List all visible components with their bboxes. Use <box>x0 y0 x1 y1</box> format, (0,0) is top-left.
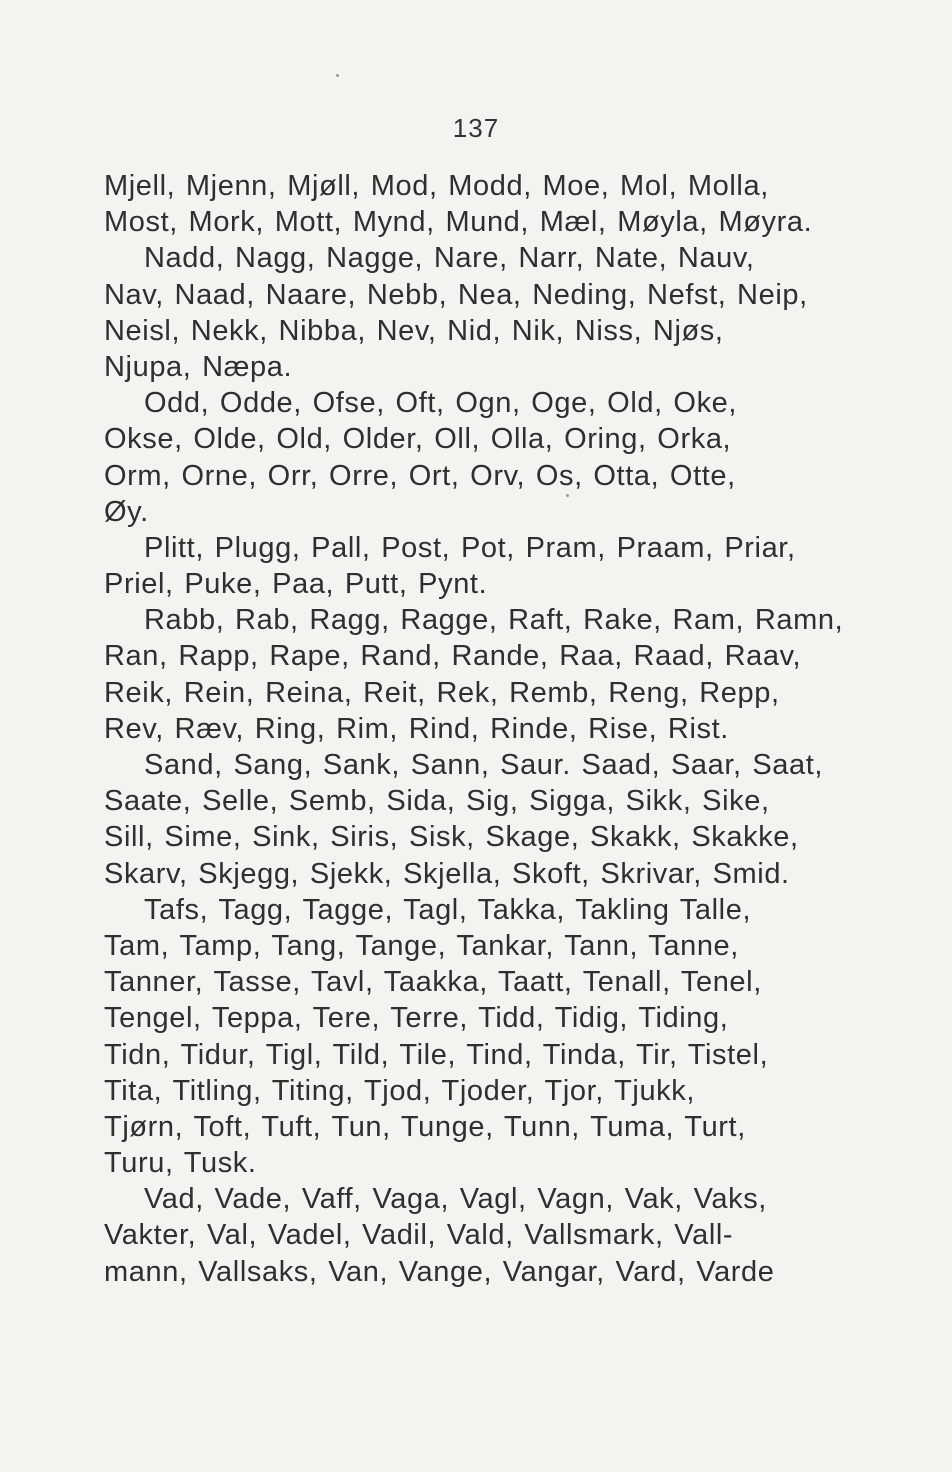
text-line: Ran, Rapp, Rape, Rand, Rande, Raa, Raad, Raav, <box>104 640 802 673</box>
text-line: Øy. <box>104 495 149 528</box>
text-line: Tafs, Tagg, Tagge, Tagl, Takka, Takling Talle, <box>144 893 752 926</box>
text-line: Tanner, Tasse, Tavl, Taakka, Taatt, Tenall, Tenel, <box>104 966 762 999</box>
text-line: Sill, Sime, Sink, Siris, Sisk, Skage, Skakk, Skakke, <box>104 821 799 854</box>
text-line: Neisl, Nekk, Nibba, Nev, Nid, Nik, Niss, Njøs, <box>104 314 724 347</box>
text-line: Okse, Olde, Old, Older, Oll, Olla, Oring, Orka, <box>104 423 732 456</box>
word-list-text <box>104 168 844 1290</box>
text-line: Vakter, Val, Vadel, Vadil, Vald, Vallsmark, Vall- <box>104 1219 734 1252</box>
text-line: Tita, Titling, Titing, Tjod, Tjoder, Tjor, Tjukk, <box>104 1074 696 1107</box>
text-line: Vad, Vade, Vaff, Vaga, Vagl, Vagn, Vak, Vaks, <box>144 1183 767 1216</box>
text-line: Most, Mork, Mott, Mynd, Mund, Mæl, Møyla, Møyra. <box>104 206 813 239</box>
text-line: Priel, Puke, Paa, Putt, Pynt. <box>104 568 488 601</box>
text-line: Orm, Orne, Orr, Orre, Ort, Orv, Os, Otta, Otte, <box>104 459 736 492</box>
text-line: Saate, Selle, Semb, Sida, Sig, Sigga, Sikk, Sike, <box>104 785 770 818</box>
text-line: Tidn, Tidur, Tigl, Tild, Tile, Tind, Tinda, Tir, Tistel, <box>104 1038 769 1071</box>
paper-speck <box>336 74 339 77</box>
text-line: Tjørn, Toft, Tuft, Tun, Tunge, Tunn, Tuma, Turt, <box>104 1110 746 1143</box>
text-line: Reik, Rein, Reina, Reit, Rek, Remb, Reng, Repp, <box>104 676 780 709</box>
text-line: Mjell, Mjenn, Mjøll, Mod, Modd, Moe, Mol, Molla, <box>104 170 769 202</box>
text-line: Odd, Odde, Ofse, Oft, Ogn, Oge, Old, Oke, <box>144 387 738 420</box>
text-line: mann, Vallsaks, Van, Vange, Vangar, Vard, Varde <box>104 1255 775 1288</box>
text-line: Plitt, Plugg, Pall, Post, Pot, Pram, Praam, Priar, <box>144 531 796 564</box>
text-line: Tam, Tamp, Tang, Tange, Tankar, Tann, Tanne, <box>104 929 739 962</box>
text-line: Rev, Ræv, Ring, Rim, Rind, Rinde, Rise, Rist. <box>104 712 729 745</box>
text-line: Tengel, Teppa, Tere, Terre, Tidd, Tidig, Tiding, <box>104 1002 729 1035</box>
text-line: Turu, Tusk. <box>104 1147 257 1180</box>
page-number: 137 <box>452 113 500 143</box>
text-line: Nav, Naad, Naare, Nebb, Nea, Neding, Nefst, Neip, <box>104 278 808 311</box>
text-line: Skarv, Skjegg, Sjekk, Skjella, Skoft, Skrivar, Smid. <box>104 857 790 890</box>
text-line: Sand, Sang, Sank, Sann, Saur. Saad, Saar, Saat, <box>144 749 824 781</box>
text-line: Njupa, Næpa. <box>104 350 293 383</box>
text-line: Rabb, Rab, Ragg, Ragge, Raft, Rake, Ram, Ramn, <box>144 604 844 637</box>
text-line: Nadd, Nagg, Nagge, Nare, Narr, Nate, Nauv, <box>144 242 755 275</box>
